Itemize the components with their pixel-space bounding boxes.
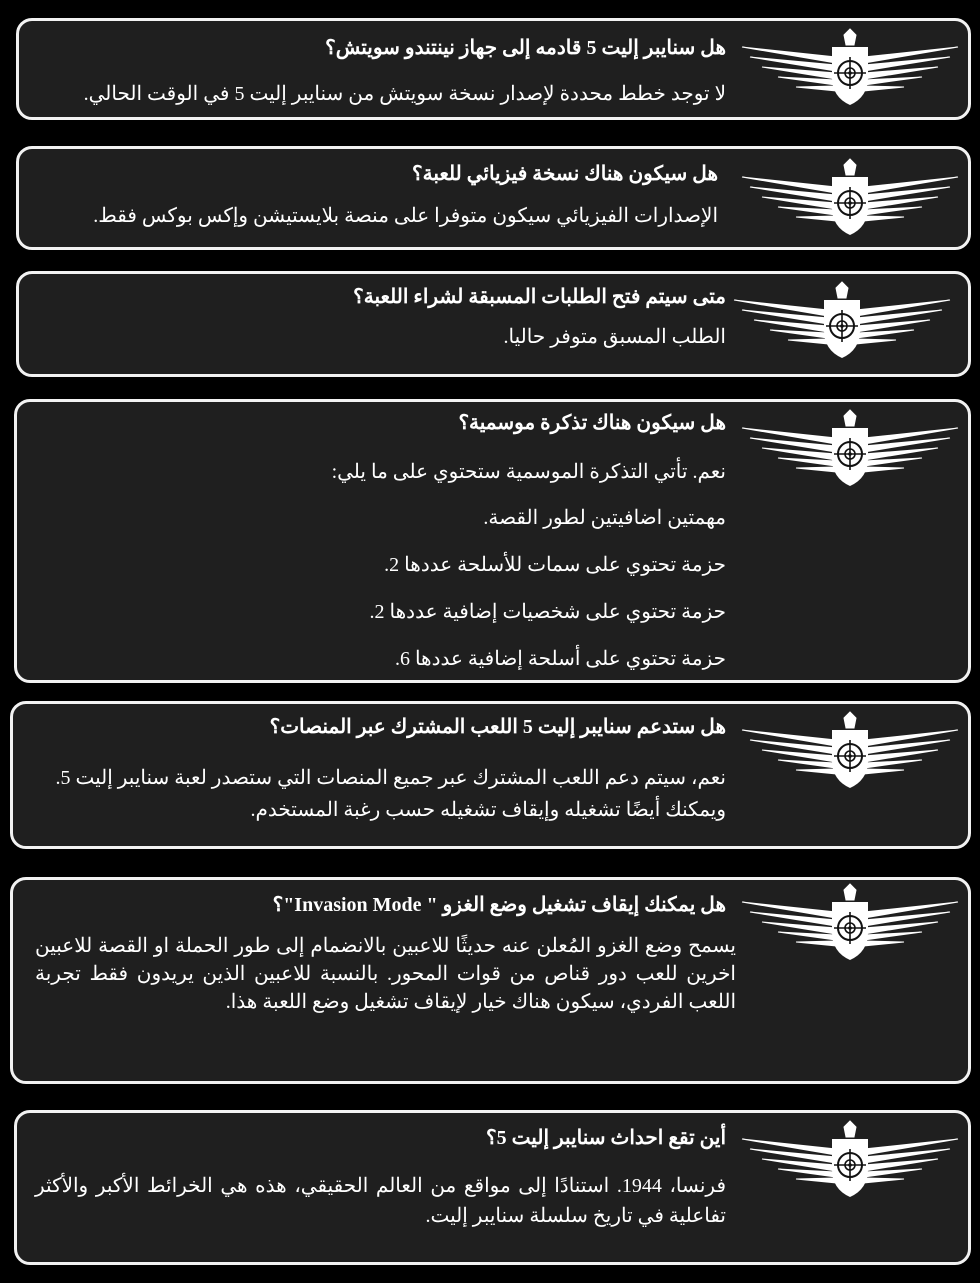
- faq-answer: [35, 1171, 726, 1231]
- faq-answer: [35, 762, 726, 826]
- faq-answer: [35, 201, 718, 231]
- answer-list-item: مهمتين اضافيتين لطور القصة.: [483, 507, 726, 529]
- faq-question: هل سيكون هناك تذكرة موسمية؟: [458, 412, 726, 434]
- answer-line: الإصدارات الفيزيائي سيكون متوفرا على منصة بلايستيشن وإكس بوكس فقط.: [93, 205, 718, 227]
- faq-question: هل سنايبر إليت 5 قادمه إلى جهاز نينتندو سويتش؟: [325, 37, 726, 59]
- faq-question: هل سيكون هناك نسخة فيزيائي للعبة؟: [411, 163, 718, 185]
- answer-line: يسمح وضع الغزو المُعلن عنه حديثًا للاعبين بالانضمام إلى طور الحملة او القصة للاعبين اخرين للعب دور قناص من قوات المحور. بالنسبة للاعبين الذين يريدون فقط تجربة اللعب الفردي، سيكون هناك خيار لإيقاف تشغيل وضع اللعبة هذا.: [35, 935, 736, 1013]
- winged-crosshair-emblem-icon: [736, 27, 964, 107]
- faq-answer: [35, 322, 726, 352]
- winged-crosshair-emblem-icon: [736, 882, 964, 962]
- faq-card: [14, 399, 971, 683]
- winged-crosshair-emblem-icon: [736, 1119, 964, 1199]
- winged-crosshair-emblem-icon: [736, 710, 964, 790]
- answer-line: لا توجد خطط محددة لإصدار نسخة سويتش من سنايبر إليت 5 في الوقت الحالي.: [83, 83, 726, 105]
- winged-crosshair-emblem-icon: [728, 280, 956, 360]
- answer-line: الطلب المسبق متوفر حاليا.: [503, 326, 726, 348]
- answer-list-item: حزمة تحتوي على أسلحة إضافية عددها 6.: [394, 648, 726, 670]
- faq-card: [10, 701, 971, 849]
- faq-question: هل ستدعم سنايبر إليت 5 اللعب المشترك عبر المنصات؟: [269, 716, 726, 738]
- answer-list-item: حزمة تحتوي على سمات للأسلحة عددها 2.: [384, 554, 726, 576]
- answer-line: نعم، سيتم دعم اللعب المشترك عبر جميع المنصات التي ستصدر لعبة سنايبر إليت 5. ويمكنك أيضًا تشغيله وإيقاف تشغيله حسب رغبة المستخدم.: [55, 767, 726, 821]
- faq-card: [10, 877, 971, 1084]
- answer-line: نعم. تأتي التذكرة الموسمية ستحتوي على ما يلي:: [331, 461, 726, 483]
- faq-card: [16, 271, 971, 377]
- faq-card: [16, 146, 971, 250]
- answer-list-item: حزمة تحتوي على شخصيات إضافية عددها 2.: [369, 601, 726, 623]
- faq-answer: [33, 450, 726, 683]
- faq-answer: [35, 79, 726, 109]
- faq-question: هل يمكنك إيقاف تشغيل وضع الغزو " Invasion Mode"؟: [272, 894, 726, 916]
- winged-crosshair-emblem-icon: [736, 408, 964, 488]
- winged-crosshair-emblem-icon: [736, 157, 964, 237]
- faq-answer: [35, 932, 736, 1016]
- faq-card: [16, 18, 971, 120]
- faq-card: [14, 1110, 971, 1265]
- answer-line: فرنسا، 1944. استنادًا إلى مواقع من العالم الحقيقي، هذه هي الخرائط الأكبر والأكثر تفاعلية في تاريخ سلسلة سنايبر إليت.: [35, 1175, 727, 1227]
- faq-question: أين تقع احداث سنايبر إليت 5؟: [486, 1127, 726, 1149]
- faq-question: متى سيتم فتح الطلبات المسبقة لشراء اللعبة؟: [353, 286, 726, 308]
